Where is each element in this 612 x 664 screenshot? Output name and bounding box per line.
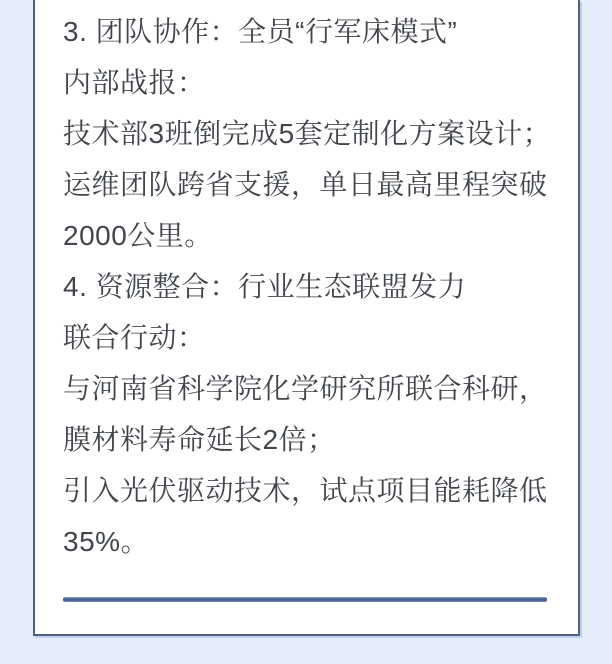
article-card (33, 0, 580, 636)
article-body (63, 6, 563, 567)
text-line: 35%。 (63, 526, 150, 557)
text-line: 膜材料寿命延长2倍； (63, 424, 336, 455)
text-line: 引入光伏驱动技术，试点项目能耗降低 (63, 475, 548, 506)
text-line: 联合行动： (63, 322, 206, 353)
text-line: 与河南省科学院化学研究所联合科研， (63, 373, 548, 404)
text-line: 2000公里。 (63, 220, 213, 251)
text-line: 3. 团队协作：全员“行军床模式” (63, 16, 458, 47)
text-line: 运维团队跨省支援，单日最高里程突破 (63, 169, 548, 200)
text-line: 4. 资源整合：行业生态联盟发力 (63, 271, 467, 302)
section-divider-line (63, 597, 547, 602)
text-line: 技术部3班倒完成5套定制化方案设计； (63, 118, 552, 149)
text-line: 内部战报： (63, 67, 206, 98)
